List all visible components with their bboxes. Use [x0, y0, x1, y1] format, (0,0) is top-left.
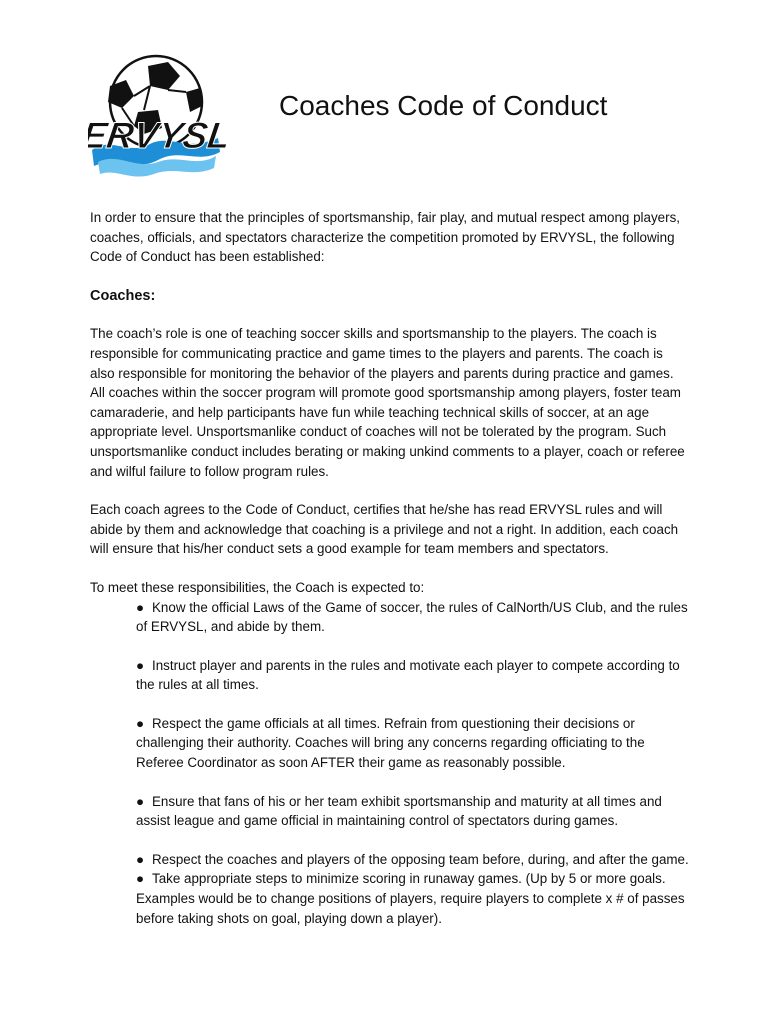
document-body: [90, 208, 690, 928]
list-item: ● Respect the game officials at all times. Refrain from questioning their decisions or challenging their authority. Coaches will bring any concerns regarding officiating to the Referee Coordinator as soon AFTER their game as reasonably possible.: [136, 715, 645, 771]
page-title: Coaches Code of Conduct: [279, 90, 608, 121]
svg-text:ERVYSL: ERVYSL: [88, 114, 228, 156]
list-item: ● Take appropriate steps to minimize scoring in runaway games. (Up by 5 or more goals. Examples would be to change positions of players, require players to complete x # of passes before taking shots on goal, playing down a player).: [136, 871, 685, 926]
expectations-intro: To meet these responsibilities, the Coach is expected to:: [90, 579, 425, 595]
intro-paragraph: In order to ensure that the principles of sportsmanship, fair play, and mutual respect among players, coaches, officials, and spectators characterize the competition promoted by ERVYSL, the following Code of Conduct has been established:: [90, 210, 680, 265]
coach-agreement-paragraph: Each coach agrees to the Code of Conduct, certifies that he/she has read ERVYSL rules and will abide by them and acknowledge that coaching is a privilege and not a right. In addition, each coach will ensure that his/her conduct sets a good example for team members and spectators.: [90, 502, 679, 557]
list-item: ● Respect the coaches and players of the opposing team before, during, and after the game.: [136, 850, 690, 870]
bullet-icon: ●: [136, 793, 145, 809]
bullet-icon: ●: [136, 715, 145, 731]
bullet-icon: ●: [136, 851, 145, 867]
list-item: ● Ensure that fans of his or her team exhibit sportsmanship and maturity at all times and assist league and game official in maintaining control of spectators during games.: [136, 793, 662, 829]
list-item: ● Know the official Laws of the Game of soccer, the rules of CalNorth/US Club, and the rules of ERVYSL, and abide by them.: [136, 599, 688, 635]
bullet-icon: ●: [136, 599, 145, 615]
bullet-icon: ●: [136, 657, 145, 673]
coaches-heading: Coaches:: [90, 287, 156, 304]
coach-role-paragraph: The coach’s role is one of teaching soccer skills and sportsmanship to the players. The coach is responsible for communicating practice and game times to the players and parents. The coach is also responsible for monitoring the behavior of the players and parents during practice and games. All coaches within the soccer program will promote good sportsmanship among players, foster team camaraderie, and help participants have fun while teaching technical skills of soccer, at an age appropriate level. Unsportsmanlike conduct of coaches will not be tolerated by the program. Such unsportsmanlike conduct includes berating or making unkind comments to a player, coach or referee and wilful failure to follow program rules.: [90, 326, 685, 479]
ervysl-logo: [88, 52, 228, 182]
soccer-ball-logo-icon: [88, 52, 228, 182]
list-item: ● Instruct player and parents in the rules and motivate each player to compete according to the rules at all times.: [136, 657, 680, 693]
expectations-list: [90, 598, 690, 929]
bullet-icon: ●: [136, 871, 145, 887]
